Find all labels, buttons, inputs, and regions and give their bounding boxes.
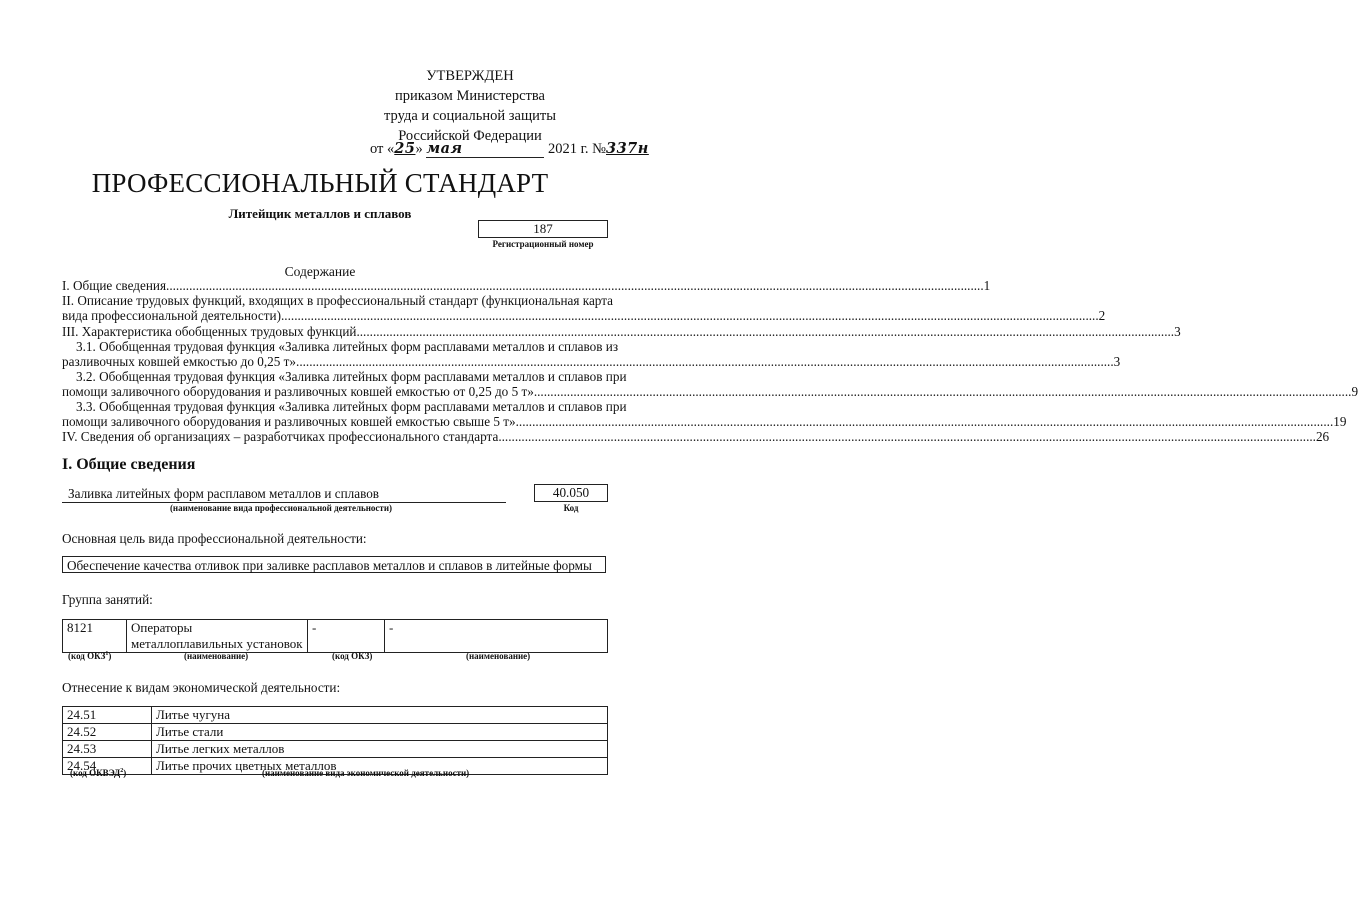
toc-item[interactable]: [62, 414, 1347, 429]
toc-item-text: I. Общие сведения: [62, 278, 167, 293]
okz-name-label-2: (наименование): [466, 651, 531, 661]
okz-name-label: (наименование): [184, 651, 249, 661]
econ-code: 24.53: [63, 741, 152, 758]
registration-label: Регистрационный номер: [492, 239, 594, 249]
toc-item-text-line1: 3.1. Обобщенная трудовая функция «Заливка литейных форм расплавами металлов и сплавов из: [76, 339, 619, 354]
econ-code: 24.54: [63, 758, 152, 775]
activity-name: Заливка литейных форм расплавом металлов и сплавов: [62, 486, 506, 503]
approval-block: [360, 66, 580, 146]
toc-item-page: 3: [1174, 324, 1181, 339]
toc-item-page: 3: [1113, 354, 1121, 369]
okz-code-label: (код ОКЗ$^1$): [68, 651, 112, 661]
date-mid: »: [415, 141, 423, 157]
toc-item-text: разливочных ковшей емкостью до 0,25 т»: [62, 354, 297, 369]
econ-code: 24.51: [63, 707, 152, 724]
okz-name-1-line1: Операторы: [131, 620, 193, 635]
econ-name: Литье прочих цветных металлов: [152, 758, 608, 775]
toc-heading: Содержание: [284, 264, 356, 279]
goal-label: Основная цель вида профессиональной деятельности:: [62, 531, 367, 546]
table-row: [63, 741, 608, 758]
okz-name-2: -: [385, 620, 608, 653]
code-label: Код: [563, 503, 579, 513]
toc-item-page: 19: [1333, 414, 1347, 429]
toc-item-text-line1: II. Описание трудовых функций, входящих в профессиональный стандарт (функциональная карта: [62, 293, 613, 308]
econ-name: Литье чугуна: [152, 707, 608, 724]
goal-text: Обеспечение качества отливок при заливке расплавов металлов и сплавов в литейные формы: [62, 556, 606, 573]
econ-name: Литье легких металлов: [152, 741, 608, 758]
okz-code-1: 8121: [63, 620, 127, 653]
okz-name-1-line2: металлоплавильных установок: [131, 636, 303, 651]
toc-item-text-line1: 3.3. Обобщенная трудовая функция «Заливка литейных форм расплавами металлов и сплавов при: [76, 399, 627, 414]
toc-item-text: III. Характеристика обобщенных трудовых функций: [62, 324, 357, 339]
section-heading: I. Общие сведения: [62, 456, 196, 473]
toc-item[interactable]: [62, 278, 991, 293]
approval-line2: приказом Министерства: [395, 88, 545, 104]
toc-item-text-line1: 3.2. Обобщенная трудовая функция «Заливка литейных форм расплавами металлов и сплавов при: [76, 369, 627, 384]
toc-item[interactable]: [62, 308, 1106, 323]
okz-code-label-2: (код ОКЗ): [332, 651, 373, 661]
date-prefix: от «: [370, 141, 395, 157]
toc-item-page: 26: [1315, 429, 1330, 444]
order-number: 337н: [606, 140, 649, 157]
occupations-label: Группа занятий:: [62, 592, 153, 607]
econ-label: Отнесение к видам экономической деятельности:: [62, 680, 341, 695]
toc-item-text: помощи заливочного оборудования и разливочных ковшей емкостью от 0,25 до 5 т»: [62, 384, 534, 399]
toc-item-page: 2: [1098, 308, 1106, 323]
okz-code-2: -: [308, 620, 385, 653]
table-row: [63, 724, 608, 741]
date-month: мая: [426, 140, 544, 158]
econ-name: Литье стали: [152, 724, 608, 741]
toc-item[interactable]: [62, 384, 1358, 399]
econ-table: [62, 706, 608, 775]
toc-item-page: 9: [1351, 384, 1358, 399]
date-year: 2021 г. №: [547, 141, 606, 157]
econ-code: 24.52: [63, 724, 152, 741]
toc-item-page: 1: [983, 278, 991, 293]
okz-name-1: [127, 620, 308, 653]
page-subtitle: Литейщик металлов и сплавов: [228, 206, 412, 221]
toc-item-text: вида профессиональной деятельности): [62, 308, 281, 323]
toc-item[interactable]: [62, 324, 1181, 339]
approval-date: [370, 140, 649, 158]
toc-item[interactable]: [62, 354, 1121, 369]
date-day: 25: [394, 140, 416, 157]
registration-number: 187: [478, 220, 608, 238]
toc-item-text: IV. Сведения об организациях – разработчиках профессионального стандарта: [62, 429, 499, 444]
okved-code-label: (код ОКВЭД$^2$): [70, 768, 127, 778]
toc-item-text: помощи заливочного оборудования и разливочных ковшей емкостью свыше 5 т»: [62, 414, 516, 429]
approval-line1: УТВЕРЖДЕН: [426, 68, 514, 84]
approval-line4: Российской Федерации: [398, 128, 542, 144]
activity-code: 40.050: [534, 484, 608, 502]
table-row: [63, 707, 608, 724]
table-row: [63, 620, 608, 653]
activity-label: (наименование вида профессиональной деятельности): [169, 503, 393, 513]
okved-name-label: (наименование вида экономической деятельности): [262, 768, 470, 778]
occupations-table: [62, 619, 608, 653]
toc-item[interactable]: [62, 429, 1330, 444]
approval-line3: труда и социальной защиты: [384, 108, 556, 124]
page-title: ПРОФЕССИОНАЛЬНЫЙ СТАНДАРТ: [91, 168, 549, 198]
